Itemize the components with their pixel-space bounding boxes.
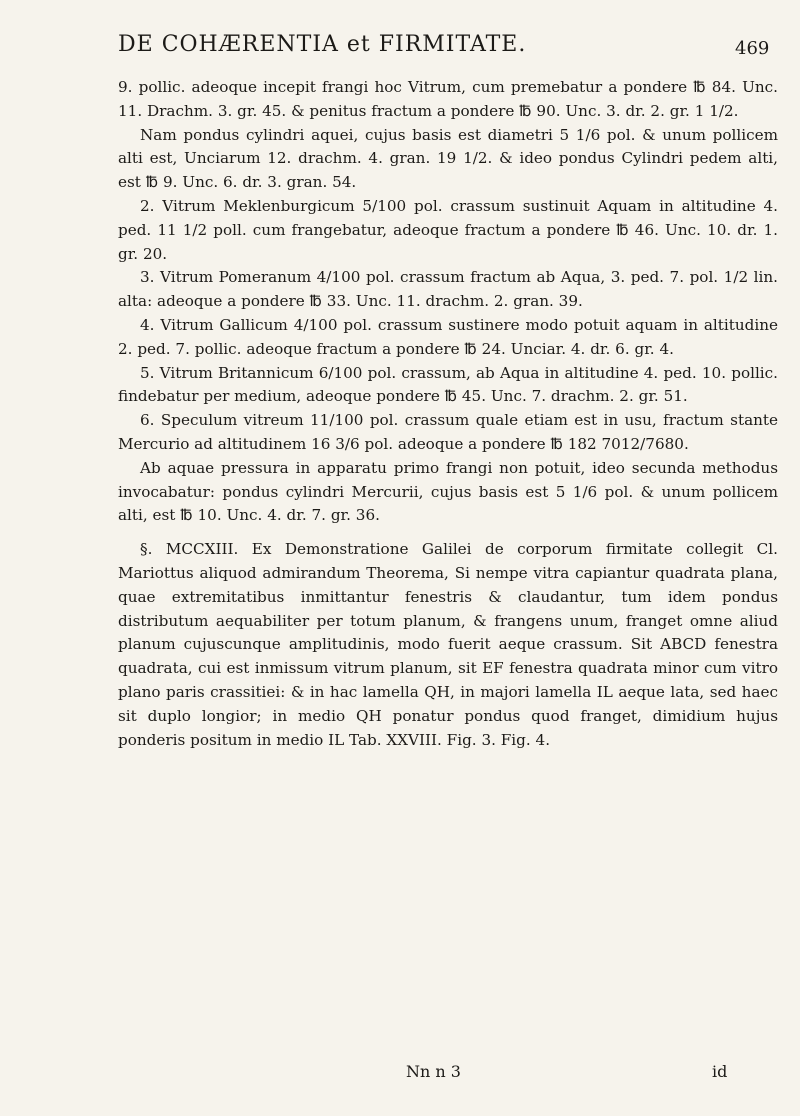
paragraph-4: 3. Vitrum Pomeranum 4/100 pol. crassum fractum ab Aqua, 3. ped. 7. pol. 1/2 lin. alta: adeoque a pondere ℔ 33. Unc. 11. drachm. 2. gran. 39.: [118, 268, 778, 311]
paragraph-9: §. MCCXIII. Ex Demonstratione Galilei de corporum firmitate collegit Cl. Mariottus aliquod admirandum Theorema, Si nempe vitra capiantur quadrata plana, quae extremitatibus inmittantur fenestris & claudantur, tum idem pondus distributum aequabiliter per totum planum, & frangens unum, franget omne aliud planum cujuscunque amplitudinis, modo fuerit aeque crassum. Sit ABCD fenestra quadrata, cui est inmissum vitrum planum, sit EF fenestra quadrata minor cum vitro plano paris crassitiei: & in hac lamella QH, in majori lamella IL aeque lata, sed haec sit duplo longior; in medio QH ponatur pondus quod franget, dimidium hujus ponderis positum in medio IL Tab. XXVIII. Fig. 3. Fig. 4.: [118, 540, 778, 749]
paragraph-1: 9. pollic. adeoque incepit frangi hoc Vitrum, cum premebatur a pondere ℔ 84. Unc. 11. Drachm. 3. gr. 45. & penitus fractum a pondere ℔ 90. Unc. 3. dr. 2. gr. 1 1/2.: [118, 78, 778, 120]
paragraph-5: 4. Vitrum Gallicum 4/100 pol. crassum sustinere modo potuit aquam in altitudine 2. ped. 7. pollic. adeoque fractum a pondere ℔ 24. Unciar. 4. dr. 6. gr. 4.: [118, 315, 778, 358]
signature-mark: Nn n 3: [406, 1062, 461, 1081]
paragraph-8: Ab aquae pressura in apparatu primo frangi non potuit, ideo secunda methodus invocabatur: pondus cylindri Mercurii, cujus basis est 5 1/6 pol. & unum pollicem alti, est ℔ 10. Unc. 4. dr. 7. gr. 36.: [118, 458, 778, 525]
paragraph-3: 2. Vitrum Meklenburgicum 5/100 pol. crassum sustinuit Aquam in altitudine 4. ped. 11 1/2 poll. cum frangebatur, adeoque fractum a pondere ℔ 46. Unc. 10. dr. 1. gr. 20.: [118, 196, 778, 263]
page-header: [0, 28, 800, 68]
running-title: DE COHÆRENTIA et FIRMITATE.: [118, 32, 527, 57]
catchword: id: [712, 1062, 728, 1081]
main-text: [118, 76, 778, 752]
paragraph-6: 5. Vitrum Britannicum 6/100 pol. crassum, ab Aqua in altitudine 4. ped. 10. pollic. findebatur per medium, adeoque pondere ℔ 45. Unc. 7. drachm. 2. gr. 51.: [118, 363, 778, 406]
paragraph-2: Nam pondus cylindri aquei, cujus basis est diametri 5 1/6 pol. & unum pollicem alti est, Unciarum 12. drachm. 4. gran. 19 1/2. & ideo pondus Cylindri pedem alti, est ℔ 9. Unc. 6. dr. 3. gran. 54.: [118, 125, 778, 192]
page-number: 469: [735, 38, 770, 59]
paragraph-7: 6. Speculum vitreum 11/100 pol. crassum quale etiam est in usu, fractum stante Mercurio ad altitudinem 16 3/6 pol. adeoque a pondere ℔ 182 7012/7680.: [118, 411, 778, 453]
